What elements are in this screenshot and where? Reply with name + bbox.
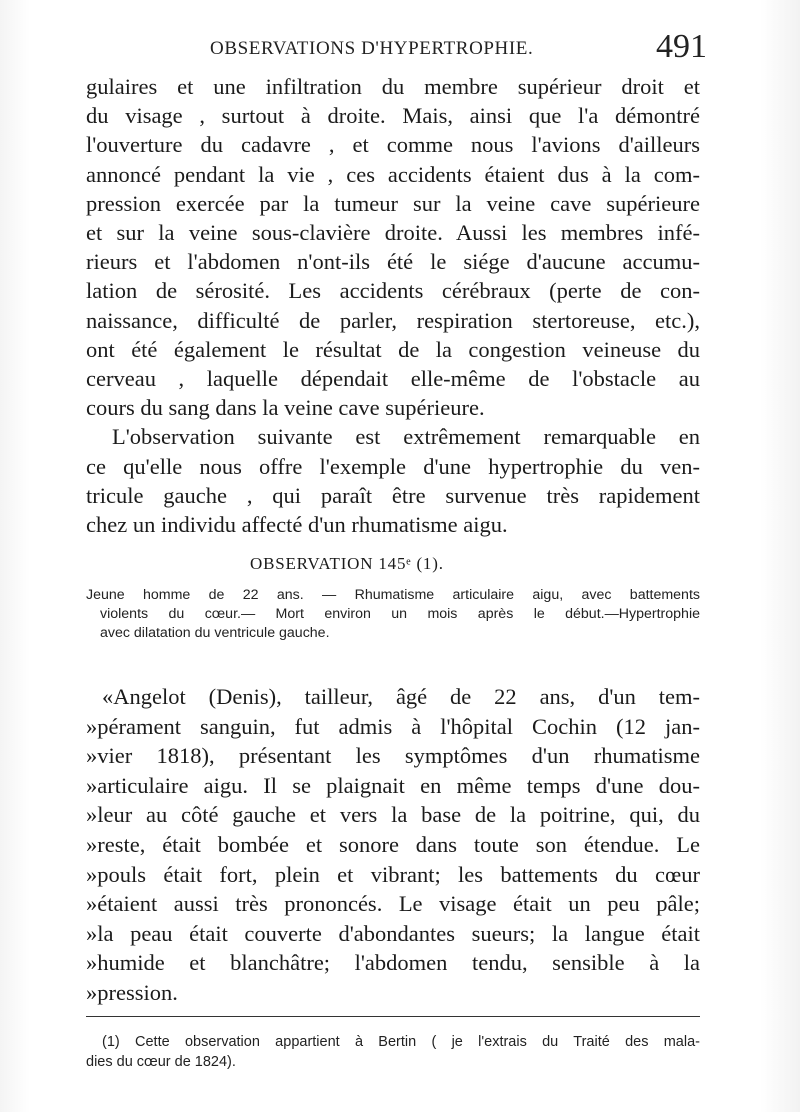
quote-line: »vier 1818), présentant les symptômes d'un rhumatisme <box>86 743 700 769</box>
footnote-rule <box>86 1016 700 1017</box>
body-line: cours du sang dans la veine cave supérieure. <box>86 395 485 421</box>
summary-line: violents du cœur.— Mort environ un mois après le début.—Hypertrophie <box>100 606 700 622</box>
body-line: gulaires et une infiltration du membre supérieur droit et <box>86 74 700 99</box>
body-paragraphs <box>86 72 700 539</box>
quote-line: »reste, était bombée et sonore dans toute son étendue. Le <box>86 831 700 857</box>
quote-line: «Angelot (Denis), tailleur, âgé de 22 ans, d'un tem- <box>102 684 700 709</box>
quote-line: »étaient aussi très prononcés. Le visage était un peu pâle; <box>86 891 700 917</box>
quote-line: »articulaire aigu. Il se plaignait en même temps d'une dou- <box>86 772 700 798</box>
body-line: tricule gauche , qui paraît être survenue très rapidement <box>86 482 700 508</box>
quote-line: »pérament sanguin, fut admis à l'hôpital Cochin (12 jan- <box>86 713 700 739</box>
observation-quote <box>86 682 700 1008</box>
body-line: naissance, difficulté de parler, respiration stertoreuse, etc.), <box>86 307 700 333</box>
body-line: ont été également le résultat de la congestion veineuse du <box>86 336 700 362</box>
body-line: ce qu'elle nous offre l'exemple d'une hypertrophie du ven- <box>86 453 700 479</box>
quote-line: »la peau était couverte d'abondantes sueurs; la langue était <box>86 920 700 946</box>
body-line: du visage , surtout à droite. Mais, ainsi que l'a démontré <box>86 103 700 129</box>
footnote <box>86 1032 700 1072</box>
body-line: et sur la veine sous-clavière droite. Aussi les membres infé- <box>86 220 700 246</box>
page-number: 491 <box>656 28 707 65</box>
footnote-line: dies du cœur de 1824). <box>86 1054 236 1070</box>
body-line: rieurs et l'abdomen n'ont-ils été le siége d'aucune accumu- <box>86 249 700 275</box>
body-line: annoncé pendant la vie , ces accidents étaient dus à la com- <box>86 161 700 187</box>
observation-summary <box>86 586 700 643</box>
body-line: cerveau , laquelle dépendait elle-même de l'obstacle au <box>86 366 700 392</box>
summary-line: avec dilatation du ventricule gauche. <box>100 625 330 641</box>
body-line: pression exercée par la tumeur sur la veine cave supérieure <box>86 190 700 216</box>
quote-line: »pression. <box>86 979 178 1005</box>
body-line: lation de sérosité. Les accidents cérébraux (perte de con- <box>86 278 700 304</box>
quote-line: »humide et blanchâtre; l'abdomen tendu, sensible à la <box>86 950 700 976</box>
quote-line: »leur au côté gauche et vers la base de la poitrine, qui, du <box>86 802 700 828</box>
body-line: chez un individu affecté d'un rhumatisme aigu. <box>86 512 508 538</box>
summary-line: Jeune homme de 22 ans. — Rhumatisme articulaire aigu, avec battements <box>86 587 700 603</box>
quote-line: »pouls était fort, plein et vibrant; les battements du cœur <box>86 861 700 887</box>
footnote-line: (1) Cette observation appartient à Bertin ( je l'extrais du Traité des mala- <box>102 1034 700 1050</box>
body-line: L'observation suivante est extrêmement remarquable en <box>112 424 700 450</box>
running-head: OBSERVATIONS D'HYPERTROPHIE. <box>210 38 534 59</box>
body-line: l'ouverture du cadavre , et comme nous l'avions d'ailleurs <box>86 132 700 158</box>
observation-heading: OBSERVATION 145ᵉ (1). <box>250 554 444 573</box>
